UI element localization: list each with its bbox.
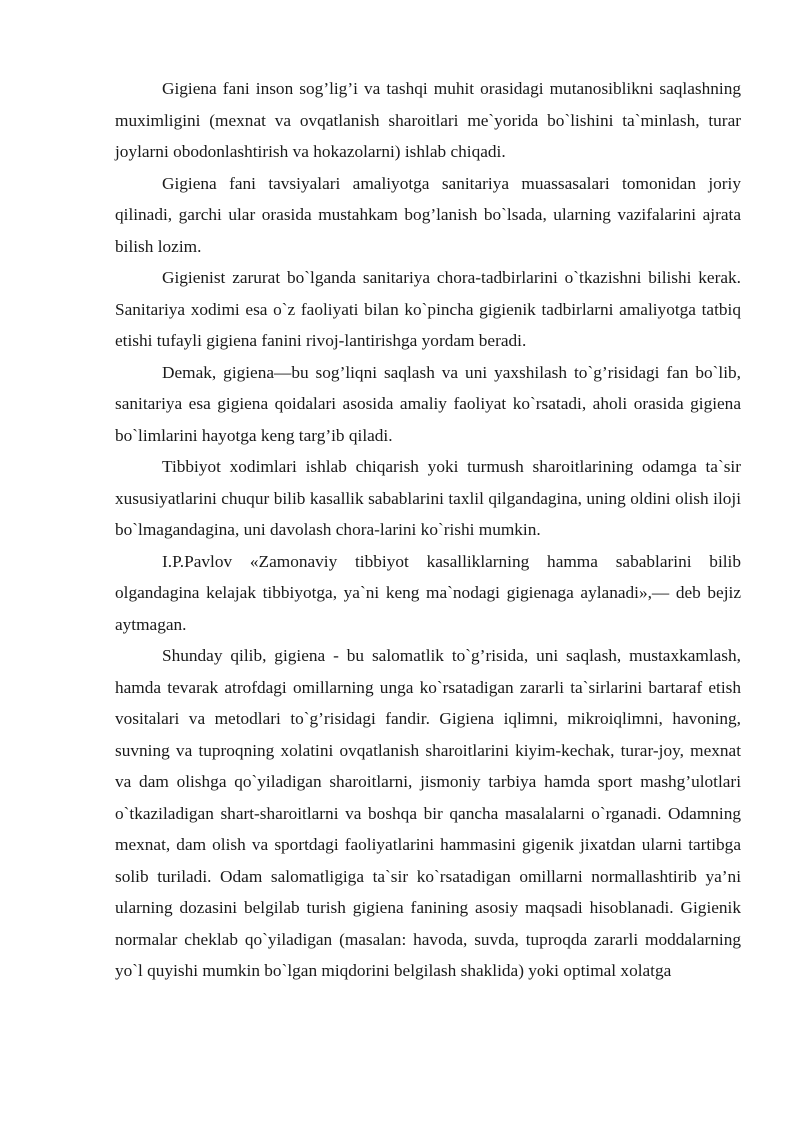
paragraph: I.P.Pavlov «Zamonaviy tibbiyot kasalliklarning hamma sabablarini bilib olgandagina kelajak tibbiyotga, ya`ni keng ma`nodagi gigienaga aylanadi»,— deb bejiz aytmagan. [115, 551, 741, 634]
paragraph: Tibbiyot xodimlari ishlab chiqarish yoki turmush sharoitlarining odamga ta`sir xususiyatlarini chuqur bilib kasallik sabablarini taxlil qilgandagina, uning oldini olish iloji bo`lmagandagina, uni davolash chora-larini ko`rishi mumkin. [115, 457, 741, 539]
paragraph: Gigienist zarurat bo`lganda sanitariya chora-tadbirlarini o`tkazishni bilishi kerak. Sanitariya xodimi esa o`z faoliyati bilan ko`pincha gigienik tadbirlarni amaliyotga tatbiq etishi tufayli gigiena fanini rivoj-lantirishga yordam beradi. [115, 268, 741, 350]
paragraph: Demak, gigiena—bu sog’liqni saqlash va uni yaxshilash to`g’risidagi fan bo`lib, sanitariya esa gigiena qoidalari asosida amaliy faoliyat ko`rsatadi, aholi orasida gigiena bo`limlarini hayotga keng targ’ib qiladi. [115, 362, 741, 445]
paragraph: Gigiena fani tavsiyalari amaliyotga sanitariya muassasalari tomonidan joriy qilinadi, garchi ular orasida mustahkam bog’lanish bo`lsada, ularning vazifalarini ajrata bilish lozim. [115, 173, 741, 256]
paragraph: Shunday qilib, gigiena - bu salomatlik to`g’risida, uni saqlash, mustaxkamlash, hamda tevarak atrofdagi omillarning unga ko`rsatadigan zararli ta`sirlarini bartaraf etish vositalari va metodlari to`g’risidagi fandir. Gigiena iqlimni, mikroiqlimni, havoning, suvning va tuproqning xolatini ovqatlanish sharoitlarini kiyim-kechak, turar-joy, mexnat va dam olishga qo`yiladigan sharoitlarni, jismoniy tarbiya hamda sport mashg’ulotlari o`tkaziladigan shart-sharoitlarni va boshqa bir qancha masalalarni o`rganadi. Odamning mexnat, dam olish va sportdagi faoliyatlarini hammasini gigenik jixatdan ularni tartibga solib turiladi. Odam salomatligiga ta`sir ko`rsatadigan omillarni normallashtirib ya’ni ularning dozasini belgilab turish gigiena fanining asosiy maqsadi hisoblanadi. Gigienik normalar cheklab qo`yiladigan (masalan: havoda, suvda, tuproqda zararli moddalarning yo`l quyishi mumkin bo`lgan miqdorini belgilash shaklida) yoki optimal xolatga [115, 646, 741, 980]
paragraph: Gigiena fani inson sog’lig’i va tashqi muhit orasidagi mutanosiblikni saqlashning muximligini (mexnat va ovqatlanish sharoitlari me`yorida bo`lishini ta`minlash, turar joylarni obodonlashtirish va hokazolarni) ishlab chiqadi. [115, 79, 741, 161]
document-body [115, 73, 741, 987]
